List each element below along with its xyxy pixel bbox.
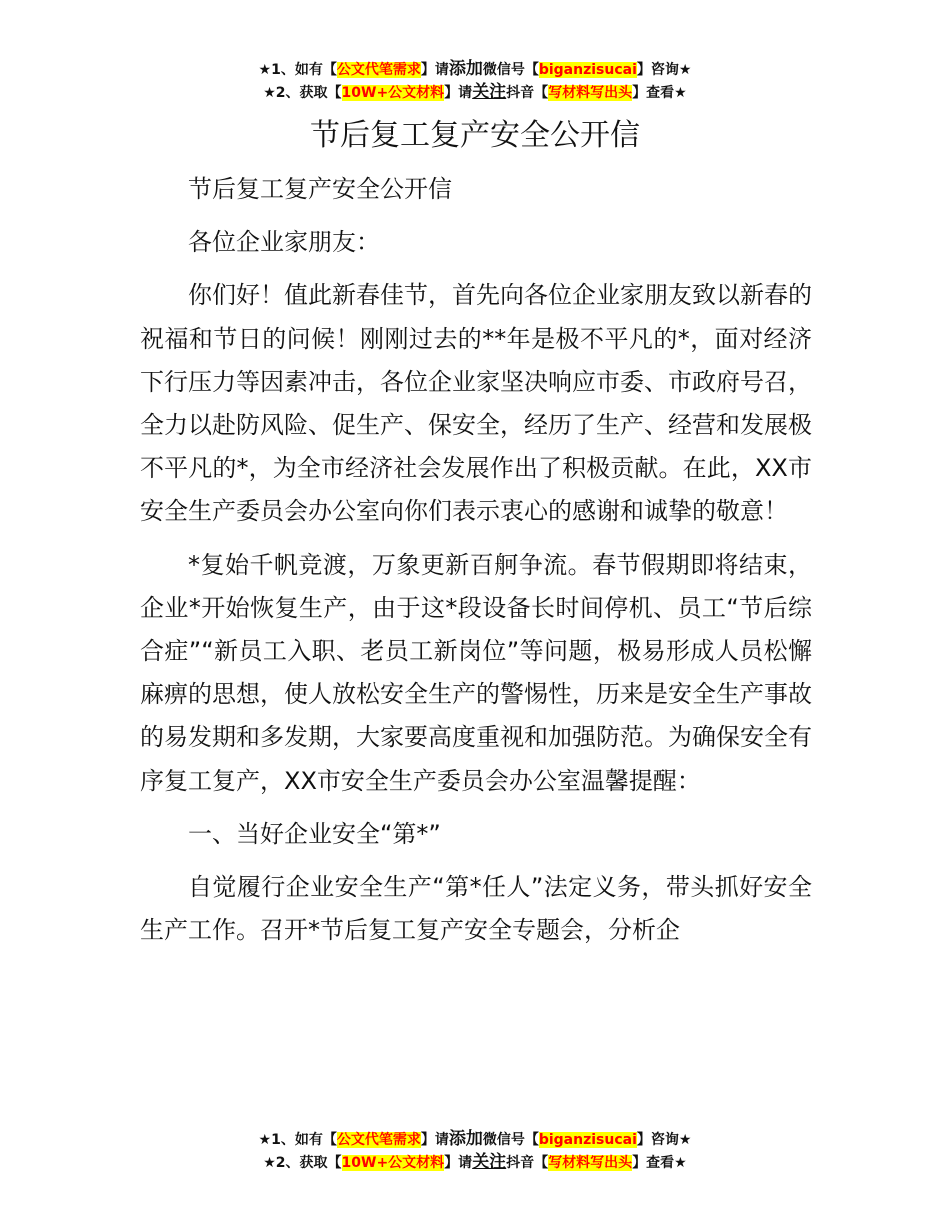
paragraph: 自觉履行企业安全生产“第*任人”法定义务，带头抓好安全生产工作。召开*节后复工复产安全专题会，分析企 xyxy=(140,873,812,945)
paragraph: *复始千帆竞渡，万象更新百舸争流。春节假期即将结束，企业*开始恢复生产，由于这*段设备长时间停机、员工“节后综合症”“新员工入职、老员工新岗位”等问题，极易形成人员松懈麻痹的思想，使人放松安全生产的警惕性，历来是安全生产事故的易发期和多发期，大家要高度重视和加强防范。为确保安全有序复工复产，XX市安全生产委员会办公室温馨提醒： xyxy=(140,550,812,795)
section-heading: 一、当好企业安全“第*” xyxy=(188,819,441,848)
promo-line-2: ★2、获取【10W+公文材料】请关注抖音【写材料写出头】查看★ xyxy=(263,1152,687,1172)
promo-highlight: 10W+公文材料 xyxy=(341,85,445,101)
promo-highlight: 公文代笔需求 xyxy=(336,1132,421,1148)
top-promo-banner xyxy=(0,58,950,104)
promo-line-1: ★1、如有【公文代笔需求】请添加微信号【biganzisucai】咨询★ xyxy=(258,59,692,79)
douyin-id-highlight: 写材料写出头 xyxy=(548,1155,633,1171)
wechat-id-highlight: biganzisucai xyxy=(538,62,637,78)
promo-highlight: 公文代笔需求 xyxy=(336,62,421,78)
promo-highlight: 10W+公文材料 xyxy=(341,1155,445,1171)
douyin-id-highlight: 写材料写出头 xyxy=(548,85,633,101)
bottom-promo-banner xyxy=(0,1128,950,1174)
document-title: 节后复工复产安全公开信 xyxy=(310,118,640,153)
paragraph-salutation: 各位企业家朋友： xyxy=(188,228,380,257)
wechat-id-highlight: biganzisucai xyxy=(538,1132,637,1148)
promo-line-1: ★1、如有【公文代笔需求】请添加微信号【biganzisucai】咨询★ xyxy=(258,1129,692,1149)
promo-line-2: ★2、获取【10W+公文材料】请关注抖音【写材料写出头】查看★ xyxy=(263,82,687,102)
paragraph-subtitle: 节后复工复产安全公开信 xyxy=(188,175,452,203)
paragraph: 你们好！值此新春佳节，首先向各位企业家朋友致以新春的祝福和节日的问候！刚刚过去的**年是极不平凡的*，面对经济下行压力等因素冲击，各位企业家坚决响应市委、市政府号召，全力以赴防风险、促生产、保安全，经历了生产、经营和发展极不平凡的*，为全市经济社会发展作出了积极贡献。在此，XX市安全生产委员会办公室向你们表示衷心的感谢和诚挚的敬意！ xyxy=(140,281,812,526)
document-body xyxy=(140,168,812,962)
